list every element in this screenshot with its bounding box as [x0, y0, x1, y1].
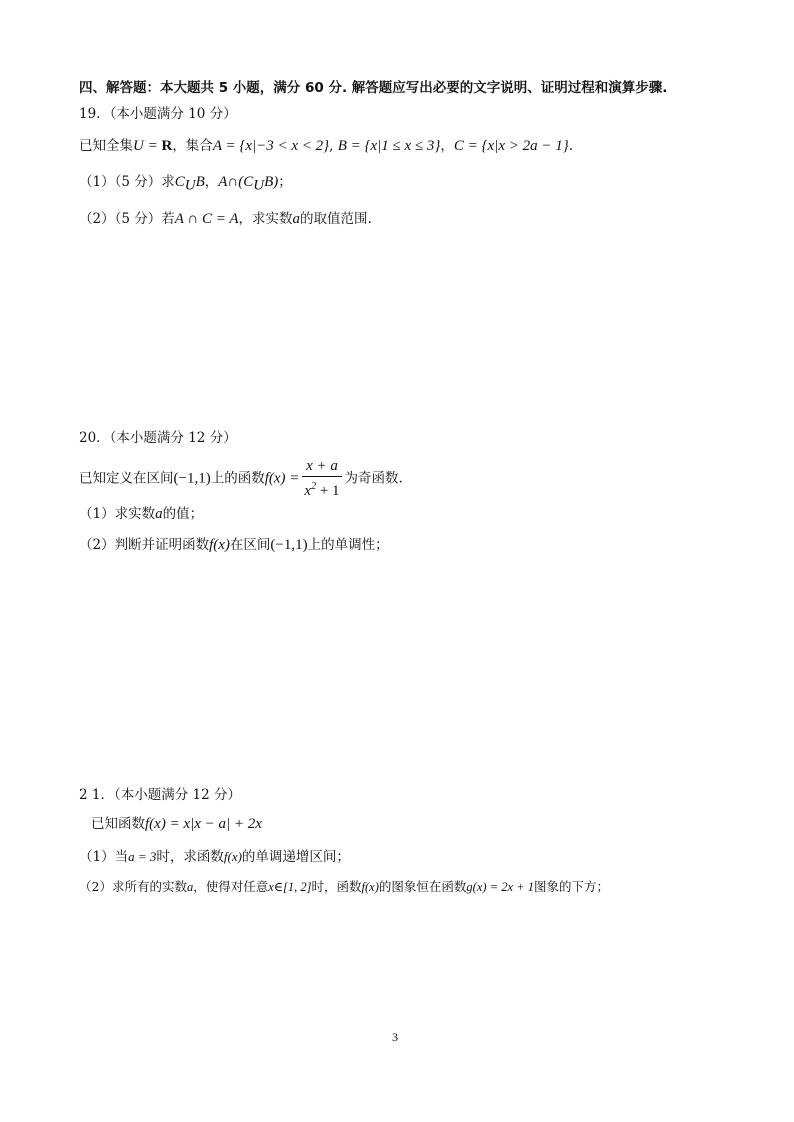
q21-p2-mid3: 的图象恒在函数 [378, 879, 467, 894]
q19-set-word: ，集合 [172, 138, 213, 154]
q21-p2-var: a [186, 880, 194, 894]
q19-p2-math: A ∩ C = A [174, 211, 239, 227]
q19-real-set: R [161, 138, 173, 154]
q19-comma-2: ， [440, 138, 454, 154]
q19-set-b: B = {x|1 ≤ x ≤ 3} [337, 138, 441, 154]
q21-p1-mid: 时，求函数 [156, 849, 224, 865]
q21-intro [91, 815, 262, 833]
q20-part-2 [79, 536, 389, 554]
q19-p2-end: 的取值范围. [299, 211, 372, 227]
q19-p1-end: ； [278, 174, 292, 190]
q19-p1-c: C [174, 174, 185, 190]
q19-set-a: A = {x|−3 < x < 2} [212, 138, 330, 154]
page-number: 3 [392, 1030, 398, 1044]
q19-set-c: C = {x|x > 2a − 1} [453, 138, 569, 154]
q19-intro [79, 137, 573, 155]
q21-p1-label: （1）当 [79, 849, 129, 865]
q19-p1-sub-2: U [253, 177, 265, 194]
q19-p2-var: a [292, 211, 300, 227]
q20-p2-end: 上的单调性； [307, 537, 389, 553]
q20-fraction [302, 456, 341, 501]
q20-den-rest: + 1 [316, 483, 340, 499]
q19-part-1 [79, 173, 292, 195]
q20-intro-end: 为奇函数. [344, 470, 403, 487]
q20-p2-label: （2）判断并证明函数 [79, 537, 210, 553]
q19-part-2 [79, 210, 372, 228]
q21-p2-label: （2）求所有的实数 [79, 879, 187, 894]
q19-p1-sub: U [184, 177, 196, 194]
q20-part-1 [79, 505, 203, 523]
q21-p2-gx: g(x) = 2x + 1 [466, 880, 534, 894]
q21-header: 2 1．（本小题满分 12 分） [79, 787, 241, 803]
q20-intro-prefix: 已知定义在区间 [79, 470, 174, 487]
q20-denominator [302, 477, 341, 501]
q20-p2-interval: (−1,1) [270, 537, 308, 553]
q21-part-1 [79, 848, 350, 866]
q19-universal-set: U = [133, 138, 162, 154]
q20-header: 20．（本小题满分 12 分） [79, 430, 237, 446]
q20-p2-mid: 在区间 [229, 537, 271, 553]
q19-p1-sep: ， [204, 174, 219, 190]
q20-intro-mid: 上的函数 [210, 470, 265, 487]
q21-p1-end: 的单调递增区间； [241, 849, 350, 865]
q21-fx: f(x) = x|x − a| + 2x [145, 816, 262, 832]
q20-den-base: x [304, 483, 312, 499]
q19-period: . [568, 138, 574, 154]
q20-numerator: x + a [302, 456, 341, 477]
q21-p2-range: x∈[1, 2] [268, 880, 312, 894]
q21-p2-mid1: ，使得对任意 [193, 879, 269, 894]
q21-p1-cond: a = 3 [128, 849, 157, 864]
q20-p1-var: a [155, 506, 163, 522]
q20-p2-fx: f(x) [209, 537, 230, 553]
q21-p1-fx: f(x) [223, 849, 242, 864]
q19-p1-expr: A∩(C [218, 174, 254, 190]
q21-part-2 [79, 878, 609, 896]
q20-intro [79, 456, 403, 501]
q19-p2-label: （2）（5 分）若 [79, 211, 175, 227]
q21-intro-prefix: 已知函数 [91, 816, 145, 832]
q20-den-exp: 2 [311, 481, 317, 492]
q19-p1-expr-end: B) [264, 174, 279, 190]
q19-p2-mid: ，求实数 [238, 211, 293, 227]
q20-interval: (−1,1) [173, 470, 211, 487]
q20-fx: f(x) = [264, 470, 300, 487]
q19-intro-prefix: 已知全集 [79, 138, 133, 154]
q20-p1-end: 的值； [162, 506, 204, 522]
q19-comma-1: , [329, 138, 338, 154]
q19-p1-label: （1）（5 分）求 [79, 174, 175, 190]
q21-p2-end: 图象的下方； [533, 879, 609, 894]
q20-p1-label: （1）求实数 [79, 506, 156, 522]
q19-p1-b: B [195, 174, 205, 190]
q21-p2-fx: f(x) [361, 880, 379, 894]
q19-header: 19．（本小题满分 10 分） [79, 106, 237, 122]
section-heading: 四、解答题：本大题共 5 小题，满分 60 分. 解答题应写出必要的文字说明、证明过程和演算步骤. [79, 80, 668, 96]
q21-p2-mid2: 时，函数 [311, 879, 362, 894]
